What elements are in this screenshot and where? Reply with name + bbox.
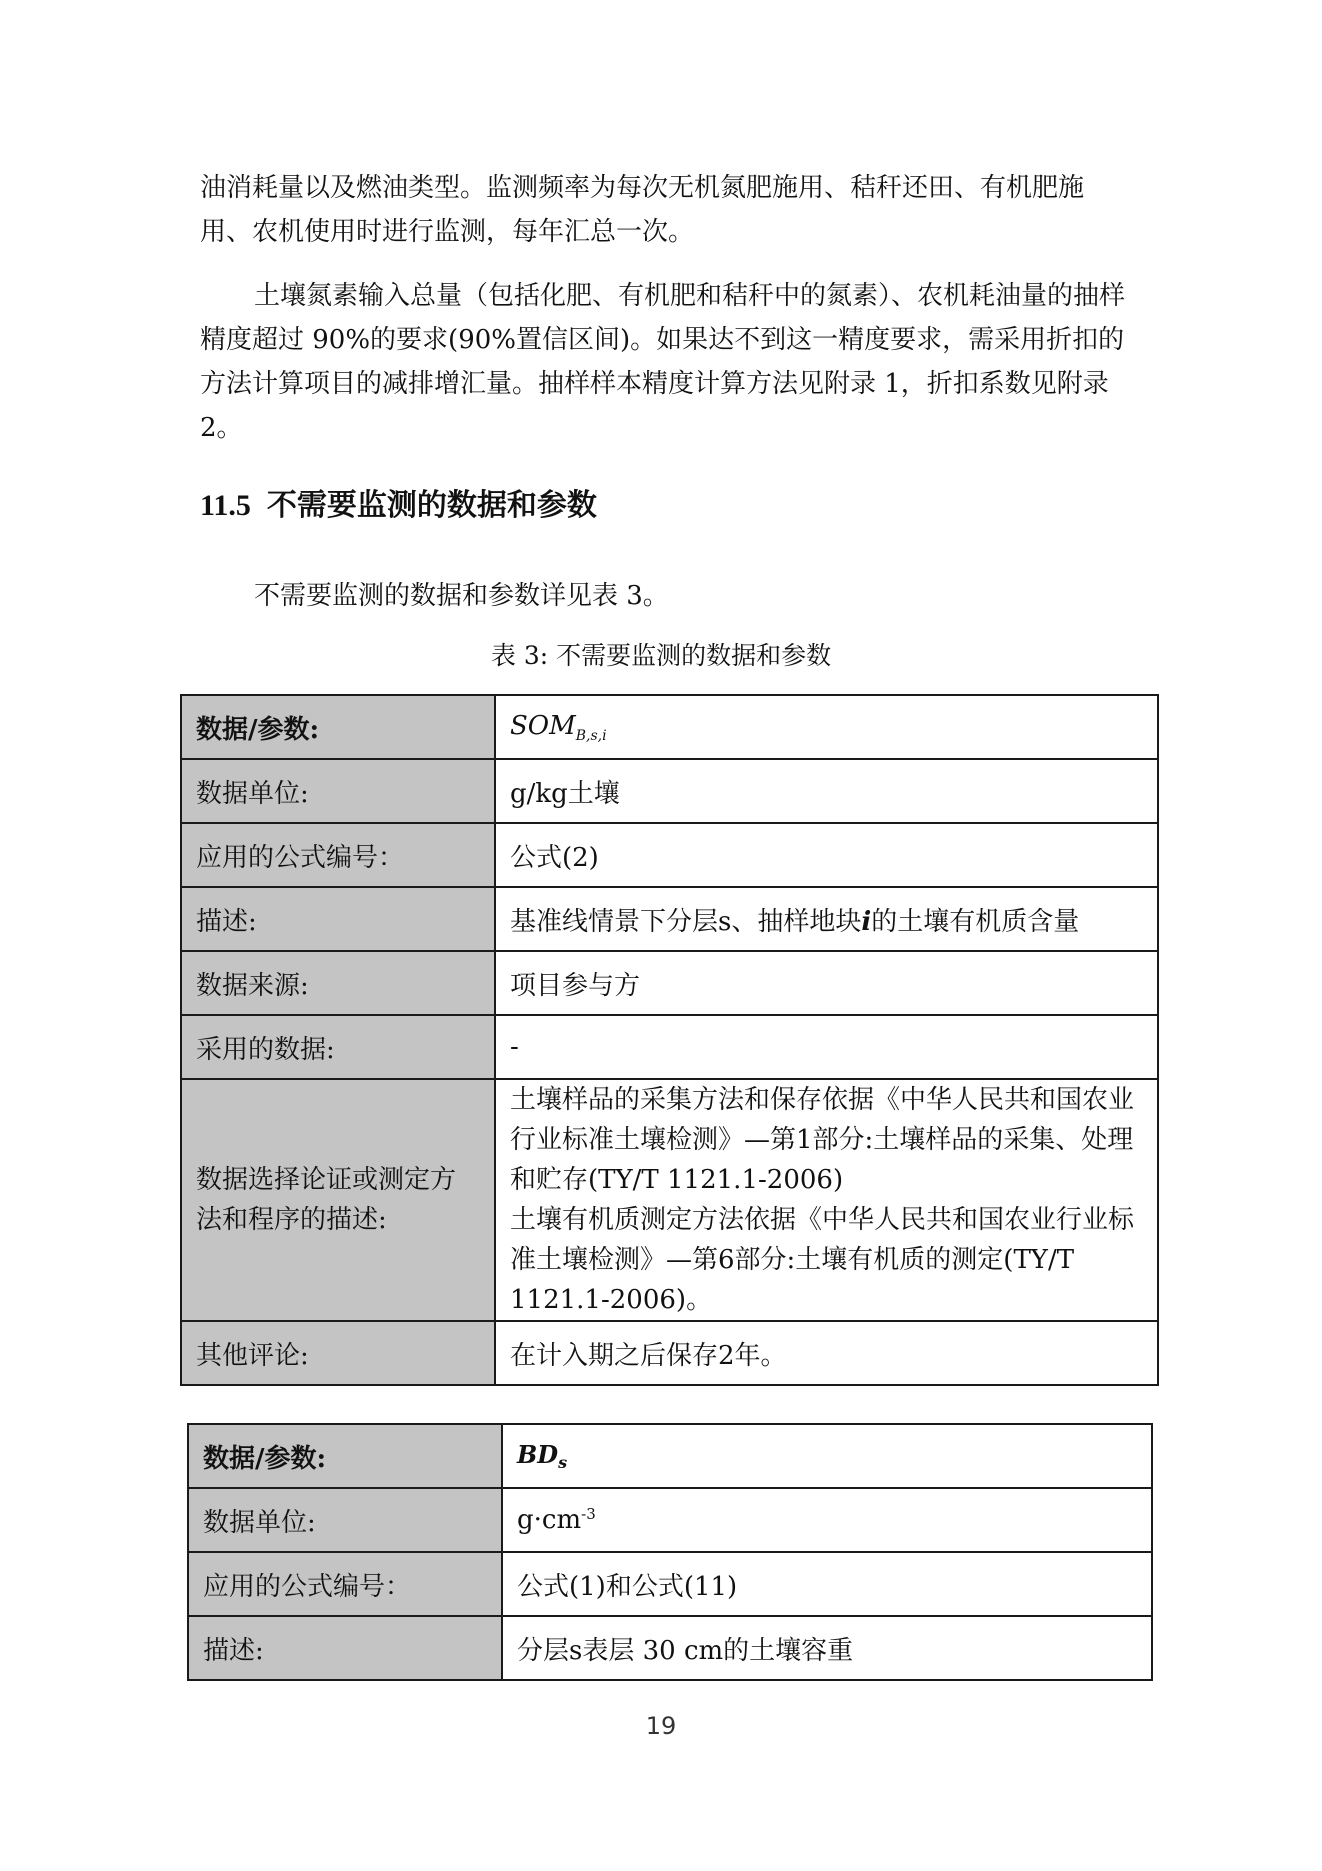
parameter-symbol: $SOM_{B,s,i}$ [510, 710, 607, 744]
row-label: 数据单位: [188, 1488, 502, 1552]
table-row [181, 887, 1158, 951]
table-row [181, 695, 1158, 759]
method-text-sampling: 土壤样品的采集方法和保存依据《中华人民共和国农业行业标准土壤检测》—第1部分:土壤样品的采集、处理和贮存(TY/T 1121.1-2006) [510, 1085, 1135, 1195]
parameter-symbol: $BD_s$ [517, 1440, 568, 1472]
row-value: g/kg土壤 [495, 759, 1158, 823]
row-label: 其他评论: [181, 1321, 495, 1385]
row-label: 数据单位: [181, 759, 495, 823]
page-number: 19 [645, 1712, 677, 1740]
section-heading [200, 486, 597, 526]
unit-value: $g\cdot cm^{-3}$ [517, 1505, 596, 1535]
row-value: 分层s表层 30 cm的土壤容重 [502, 1616, 1152, 1680]
row-value [495, 1079, 1158, 1321]
table-row [181, 951, 1158, 1015]
row-label: 数据来源: [181, 951, 495, 1015]
paragraph-sampling-precision: 土壤氮素输入总量（包括化肥、有机肥和秸秆中的氮素）、农机耗油量的抽样精度超过 90%的要求(90%置信区间)。如果达不到这一精度要求，需采用折扣的方法计算项目的减排增汇量。抽样样本精度计算方法见附录 1，折扣系数见附录 2。 [200, 281, 1126, 443]
table-row [188, 1424, 1152, 1488]
row-label: 数据选择论证或测定方法和程序的描述: [181, 1079, 495, 1321]
row-value: 公式(1)和公式(11) [502, 1552, 1152, 1616]
table-row [181, 1015, 1158, 1079]
table-row [181, 1079, 1158, 1321]
section-number: 11.5 [200, 489, 251, 522]
table-caption: 表 3: 不需要监测的数据和参数 [490, 641, 832, 670]
row-value [502, 1424, 1152, 1488]
table-row [188, 1616, 1152, 1680]
row-label: 应用的公式编号： [181, 823, 495, 887]
row-value [495, 695, 1158, 759]
row-label: 应用的公式编号： [188, 1552, 502, 1616]
parameter-table-som [180, 694, 1159, 1386]
row-label: 描述: [188, 1616, 502, 1680]
table-row [188, 1488, 1152, 1552]
table-row [181, 823, 1158, 887]
section-title: 不需要监测的数据和参数 [266, 488, 597, 523]
table-row [181, 1321, 1158, 1385]
row-label: 描述: [181, 887, 495, 951]
section-intro: 不需要监测的数据和参数详见表 3。 [254, 581, 669, 611]
method-text-organic-matter: 土壤有机质测定方法依据《中华人民共和国农业行业标准土壤检测》—第6部分:土壤有机质的测定(TY/T 1121.1-2006)。 [510, 1205, 1135, 1315]
row-value: 基准线情景下分层s、抽样地块i的土壤有机质含量 [495, 887, 1158, 951]
parameter-table-bd [187, 1423, 1153, 1681]
row-value [502, 1488, 1152, 1552]
row-label: 数据/参数: [188, 1424, 502, 1488]
row-value: - [495, 1015, 1158, 1079]
paragraph-continuation: 油消耗量以及燃油类型。监测频率为每次无机氮肥施用、秸秆还田、有机肥施用、农机使用时进行监测，每年汇总一次。 [200, 173, 1085, 247]
row-label: 数据/参数: [181, 695, 495, 759]
row-value: 项目参与方 [495, 951, 1158, 1015]
row-value: 在计入期之后保存2年。 [495, 1321, 1158, 1385]
table-row [188, 1552, 1152, 1616]
table-row [181, 759, 1158, 823]
row-value: 公式(2) [495, 823, 1158, 887]
row-label: 采用的数据: [181, 1015, 495, 1079]
